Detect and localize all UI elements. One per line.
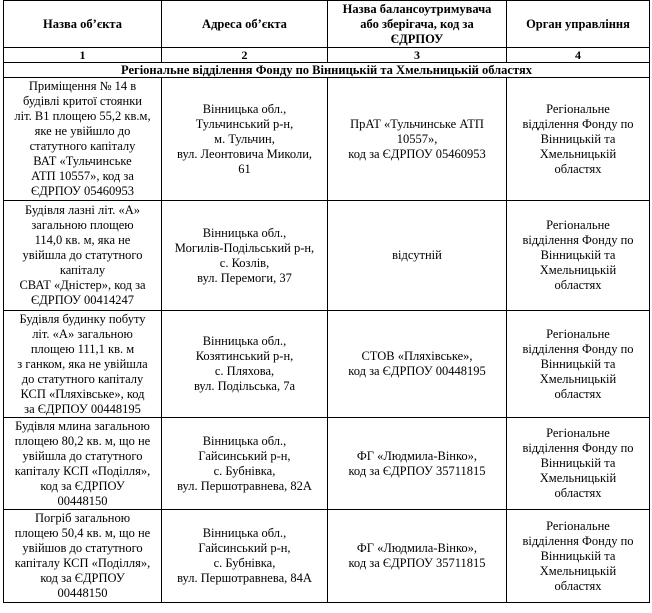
header-row bbox=[4, 1, 650, 48]
column-number-3: 3 bbox=[328, 48, 507, 63]
management-authority-cell: Регіональне відділення Фонду по Вінницькій та Хмельницькій областях bbox=[507, 311, 650, 418]
objects-table bbox=[3, 0, 650, 603]
balance-holder-cell: відсутній bbox=[328, 201, 507, 311]
table-row bbox=[4, 311, 650, 418]
management-authority-cell: Регіональне відділення Фонду по Вінницькій та Хмельницькій областях bbox=[507, 78, 650, 201]
column-header-management-authority: Орган управління bbox=[507, 1, 650, 48]
column-header-object-address: Адреса об’єкта bbox=[162, 1, 328, 48]
object-name-cell: Будівля будинку побуту літ. «А» загальною площею 111,1 кв. м з ганком, яка не увійшла до статутного капіталу КСП «Пляхівське», код за ЄДРПОУ 00448195 bbox=[4, 311, 162, 418]
section-title: Регіональне відділення Фонду по Вінницькій та Хмельницькій областях bbox=[4, 63, 650, 78]
table-row bbox=[4, 201, 650, 311]
object-address-cell: Вінницька обл., Могилів-Подільський р-н, с. Козлів, вул. Перемоги, 37 bbox=[162, 201, 328, 311]
column-number-1: 1 bbox=[4, 48, 162, 63]
balance-holder-cell: ФГ «Людмила-Вінко», код за ЄДРПОУ 35711815 bbox=[328, 510, 507, 603]
balance-holder-cell: СТОВ «Пляхівське», код за ЄДРПОУ 00448195 bbox=[328, 311, 507, 418]
balance-holder-cell: ПрАТ «Тульчинське АТП 10557», код за ЄДРПОУ 05460953 bbox=[328, 78, 507, 201]
management-authority-cell: Регіональне відділення Фонду по Вінницькій та Хмельницькій областях bbox=[507, 418, 650, 510]
management-authority-cell: Регіональне відділення Фонду по Вінницькій та Хмельницькій областях bbox=[507, 201, 650, 311]
object-name-cell: Погріб загальною площею 50,4 кв. м, що не увійшов до статутного капіталу КСП «Поділля», код за ЄДРПОУ 00448150 bbox=[4, 510, 162, 603]
object-address-cell: Вінницька обл., Козятинський р-н, с. Пляхова, вул. Подільська, 7а bbox=[162, 311, 328, 418]
column-number-2: 2 bbox=[162, 48, 328, 63]
column-header-balance-holder: Назва балансоутримувача або зберігача, код за ЄДРПОУ bbox=[328, 1, 507, 48]
management-authority-cell: Регіональне відділення Фонду по Вінницькій та Хмельницькій областях bbox=[507, 510, 650, 603]
column-number-row bbox=[4, 48, 650, 63]
object-name-cell: Приміщення № 14 в будівлі критої стоянки літ. В1 площею 55,2 кв.м, яке не увійшло до статутного капіталу ВАТ «Тульчинське АТП 10557», код за ЄДРПОУ 05460953 bbox=[4, 78, 162, 201]
table-row bbox=[4, 510, 650, 603]
object-address-cell: Вінницька обл., Гайсинський р-н, с. Бубнівка, вул. Першотравнева, 82А bbox=[162, 418, 328, 510]
object-address-cell: Вінницька обл., Тульчинський р-н, м. Тульчин, вул. Леонтовича Миколи, 61 bbox=[162, 78, 328, 201]
table-row bbox=[4, 78, 650, 201]
object-name-cell: Будівля млина загальною площею 80,2 кв. м, що не увійшла до статутного капіталу КСП «Поділля», код за ЄДРПОУ 00448150 bbox=[4, 418, 162, 510]
column-number-4: 4 bbox=[507, 48, 650, 63]
column-header-object-name: Назва об’єкта bbox=[4, 1, 162, 48]
object-name-cell: Будівля лазні літ. «А» загальною площею 114,0 кв. м, яка не увійшла до статутного капіталу СВАТ «Дністер», код за ЄДРПОУ 00414247 bbox=[4, 201, 162, 311]
object-address-cell: Вінницька обл., Гайсинський р-н, с. Бубнівка, вул. Першотравнева, 84А bbox=[162, 510, 328, 603]
section-row bbox=[4, 63, 650, 78]
table-row bbox=[4, 418, 650, 510]
balance-holder-cell: ФГ «Людмила-Вінко», код за ЄДРПОУ 35711815 bbox=[328, 418, 507, 510]
